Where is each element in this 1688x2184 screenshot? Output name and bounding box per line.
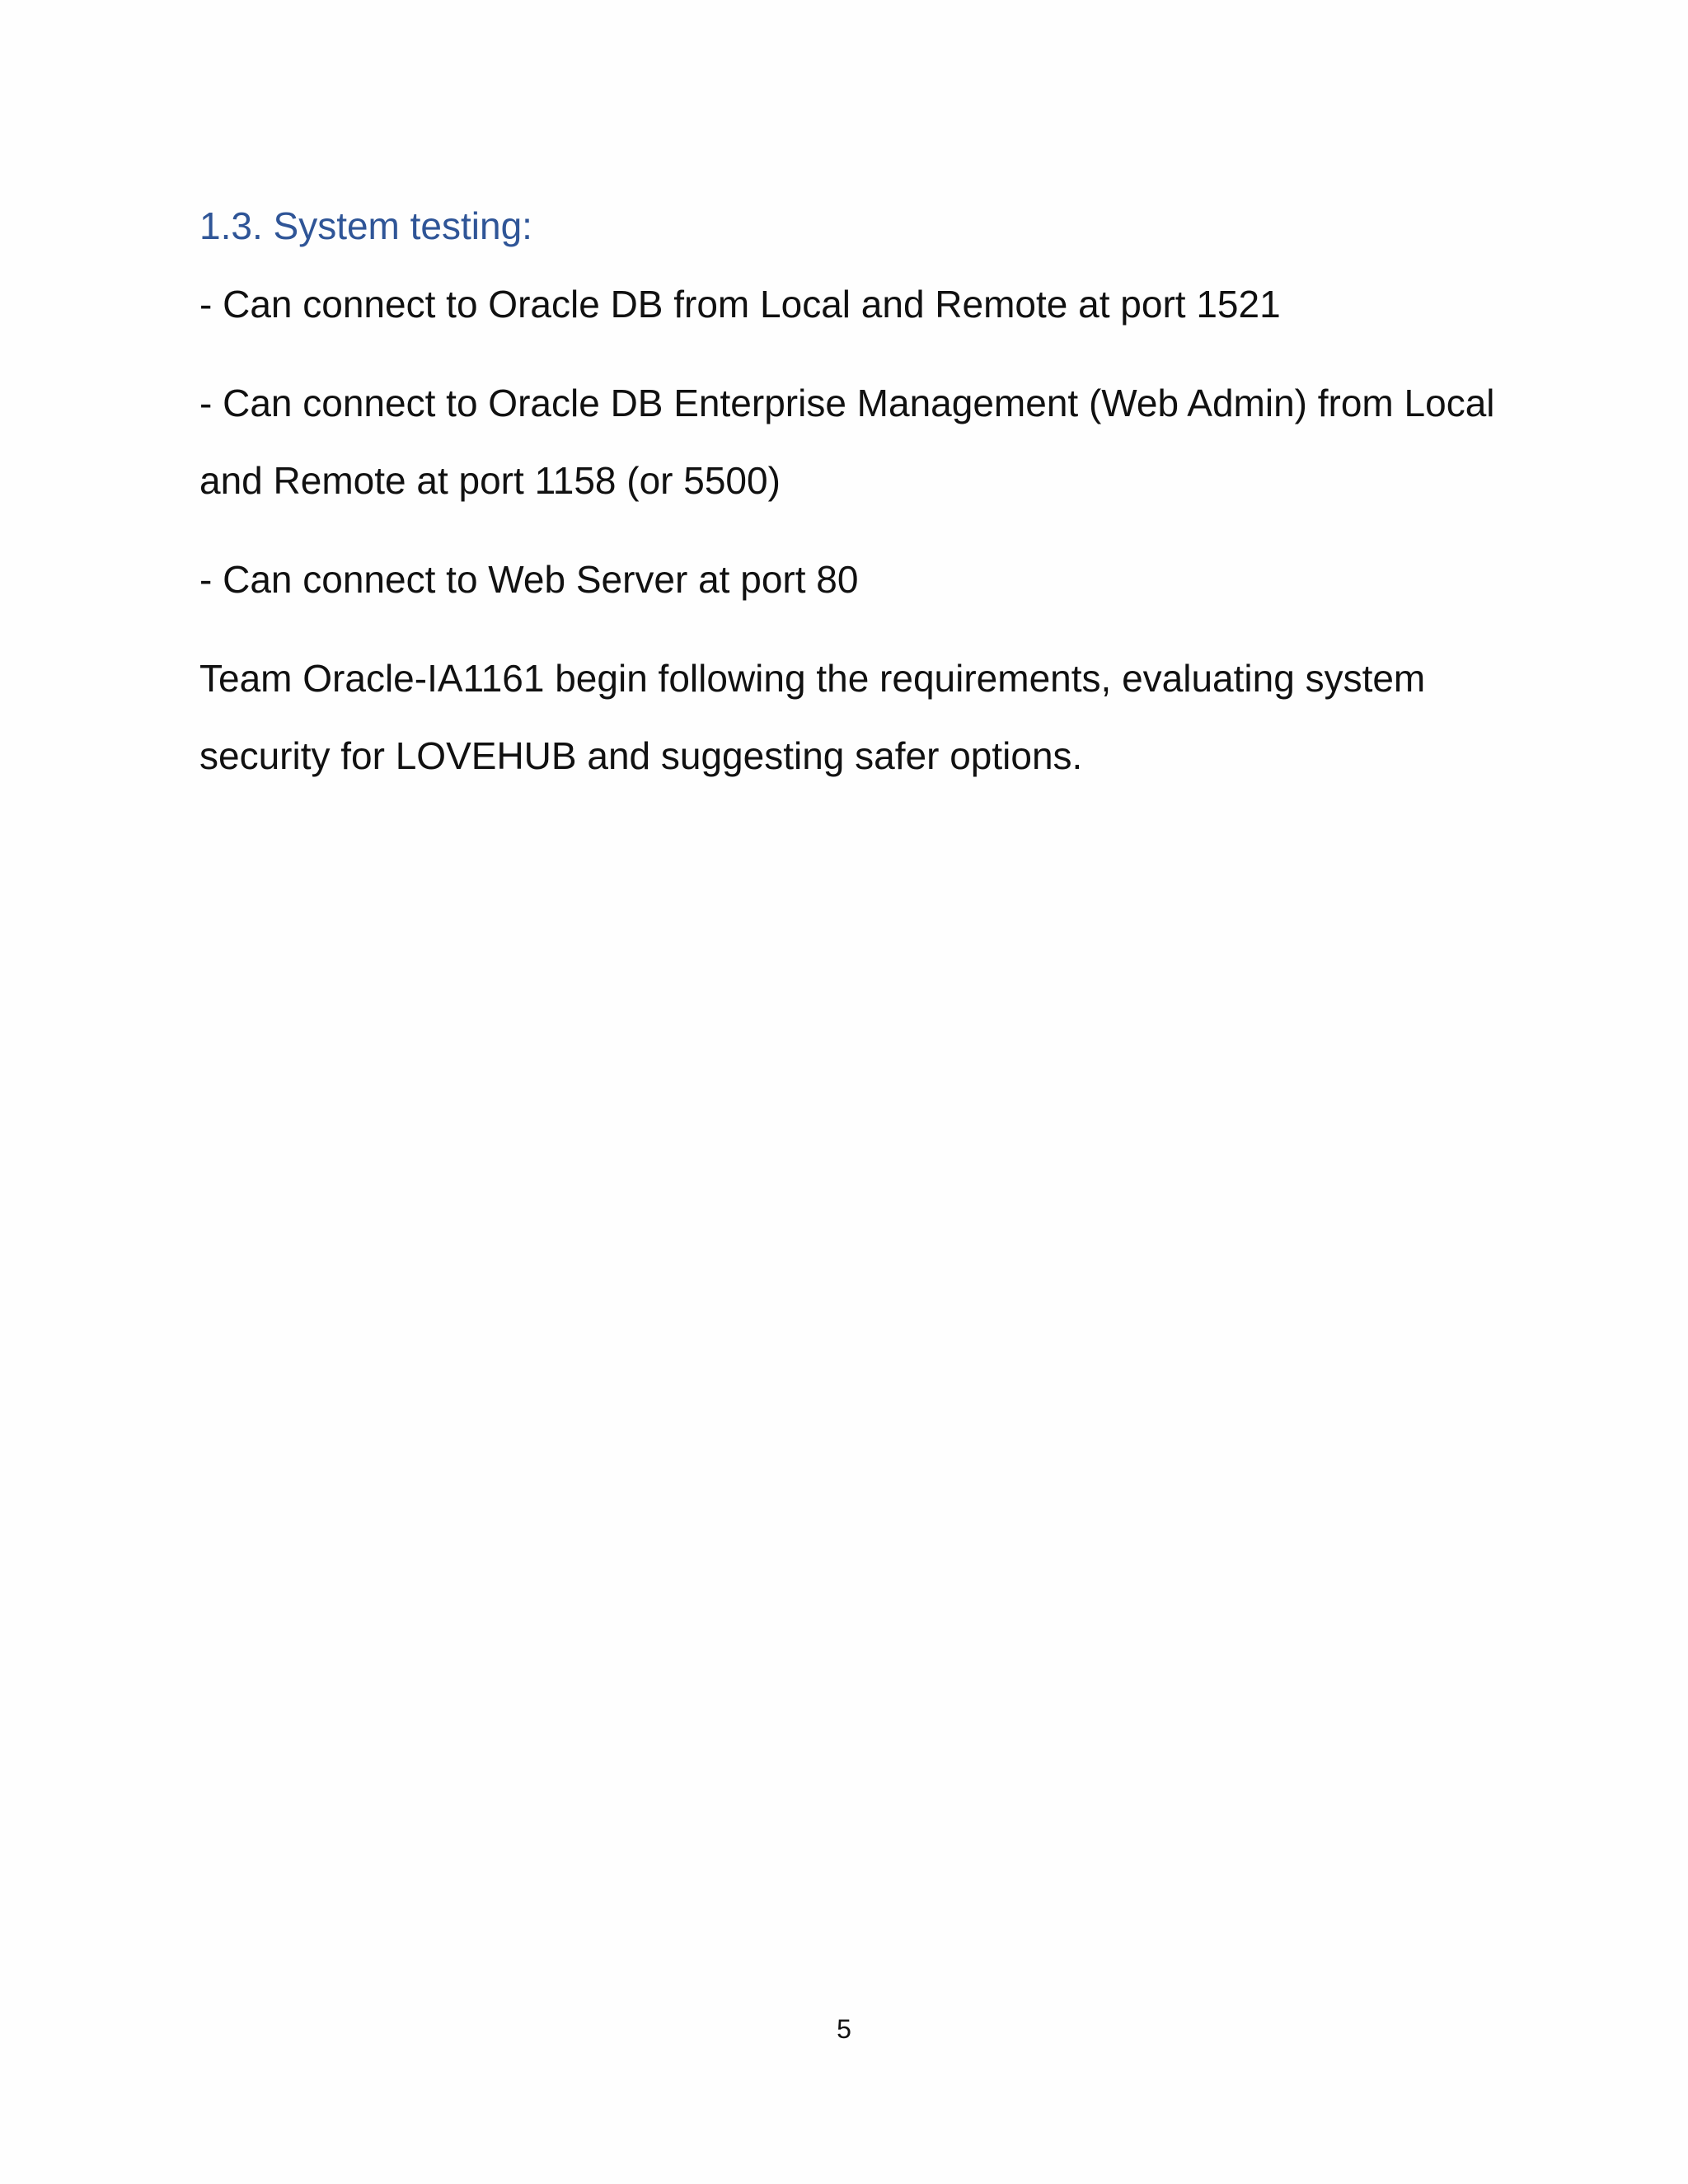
- requirement-item-web-server: - Can connect to Web Server at port 80: [199, 558, 859, 601]
- requirement-item-enterprise-management: - Can connect to Oracle DB Enterprise Management (Web Admin) from Local and Remote at port 1158 (or 5500): [199, 382, 1495, 502]
- summary-paragraph: Team Oracle-IA1161 begin following the requirements, evaluating system security for LOVEHUB and suggesting safer options.: [199, 657, 1426, 777]
- page-number: 5: [837, 2014, 851, 2044]
- section-heading: 1.3. System testing:: [199, 204, 532, 247]
- page-content: [199, 194, 1518, 794]
- requirement-item-oracle-db: - Can connect to Oracle DB from Local and Remote at port 1521: [199, 283, 1281, 326]
